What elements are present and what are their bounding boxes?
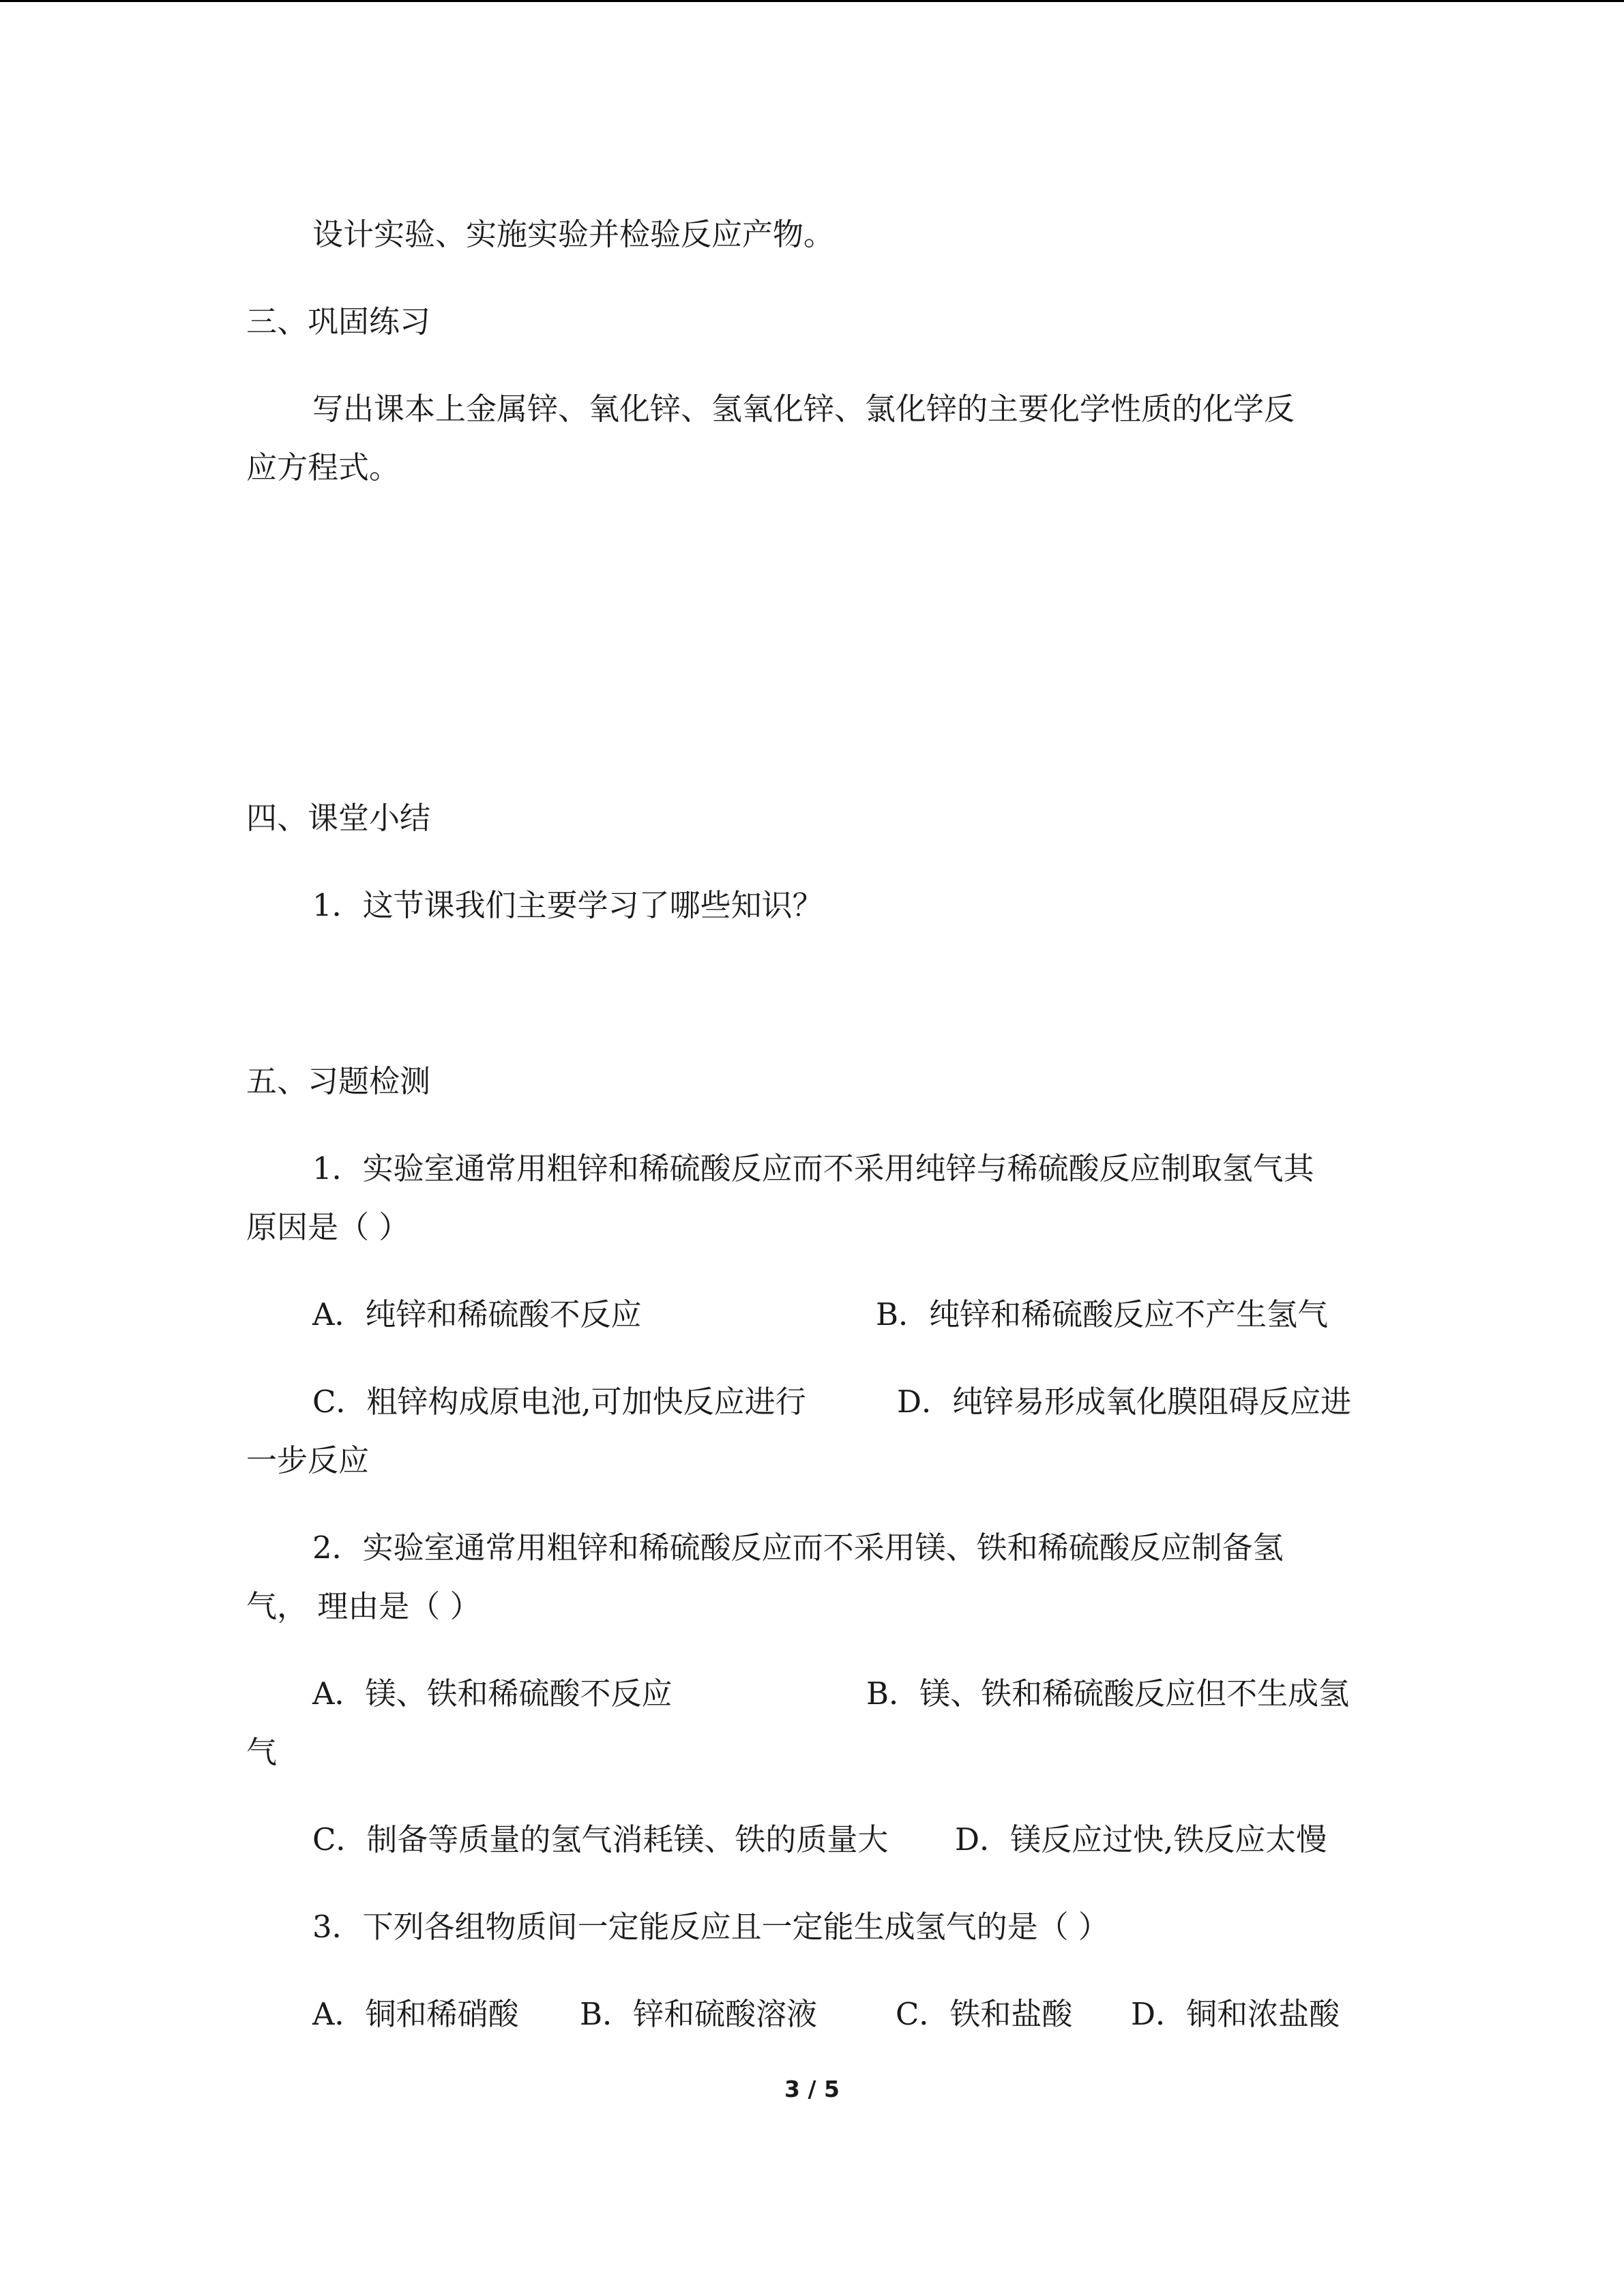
q2-stem-line1: 2．实验室通常用粗锌和稀硫酸反应而不采用镁、铁和稀硫酸反应制备氢 [312, 1530, 1284, 1566]
page-number: 3 / 5 [784, 2076, 840, 2102]
q1-option-b: B．纯锌和稀硫酸反应不产生氢气 [876, 1296, 1329, 1332]
section-heading-practice: 三、巩固练习 [246, 303, 431, 340]
summary-item-1: 1．这节课我们主要学习了哪些知识？ [312, 887, 823, 923]
q1-option-d-line2: 一步反应 [246, 1442, 370, 1478]
q1-option-c: C．粗锌构成原电池,可加快反应进行 [312, 1384, 806, 1420]
q2-option-d: D．镁反应过快,铁反应太慢 [955, 1821, 1327, 1858]
q1-stem-line1: 1．实验室通常用粗锌和稀硫酸反应而不采用纯锌与稀硫酸反应制取氢气其 [312, 1150, 1314, 1187]
intro-paragraph: 设计实验、实施实验并检验反应产物。 [312, 216, 835, 252]
q2-option-a: A．镁、铁和稀硫酸不反应 [312, 1675, 673, 1712]
q1-stem-line2: 原因是（ ） [246, 1209, 410, 1245]
q2-option-b-line2: 气 [246, 1734, 278, 1770]
q3-option-c: C．铁和盐酸 [896, 1996, 1073, 2032]
section-heading-exercises: 五、习题检测 [246, 1063, 431, 1099]
q3-option-a: A．铜和稀硝酸 [312, 1996, 519, 2032]
q1-option-d-line1: D．纯锌易形成氧化膜阻碍反应进 [897, 1384, 1352, 1420]
practice-paragraph-line1: 写出课本上金属锌、氧化锌、氢氧化锌、氯化锌的主要化学性质的化学反 [312, 391, 1295, 427]
q3-stem: 3．下列各组物质间一定能反应且一定能生成氢气的是（ ） [312, 1909, 1109, 1945]
q2-stem-line2: 气， 理由是（ ） [246, 1588, 481, 1624]
q2-option-c: C．制备等质量的氢气消耗镁、铁的质量大 [312, 1821, 889, 1858]
q3-option-b: B．锌和硫酸溶液 [580, 1996, 818, 2032]
q3-option-d: D．铜和浓盐酸 [1131, 1996, 1340, 2032]
q1-option-a: A．纯锌和稀硫酸不反应 [312, 1296, 642, 1332]
q2-option-b-line1: B．镁、铁和稀硫酸反应但不生成氢 [866, 1675, 1350, 1712]
section-heading-summary: 四、课堂小结 [246, 800, 431, 836]
practice-paragraph-line2: 应方程式。 [246, 449, 400, 486]
top-border [0, 0, 1624, 2]
